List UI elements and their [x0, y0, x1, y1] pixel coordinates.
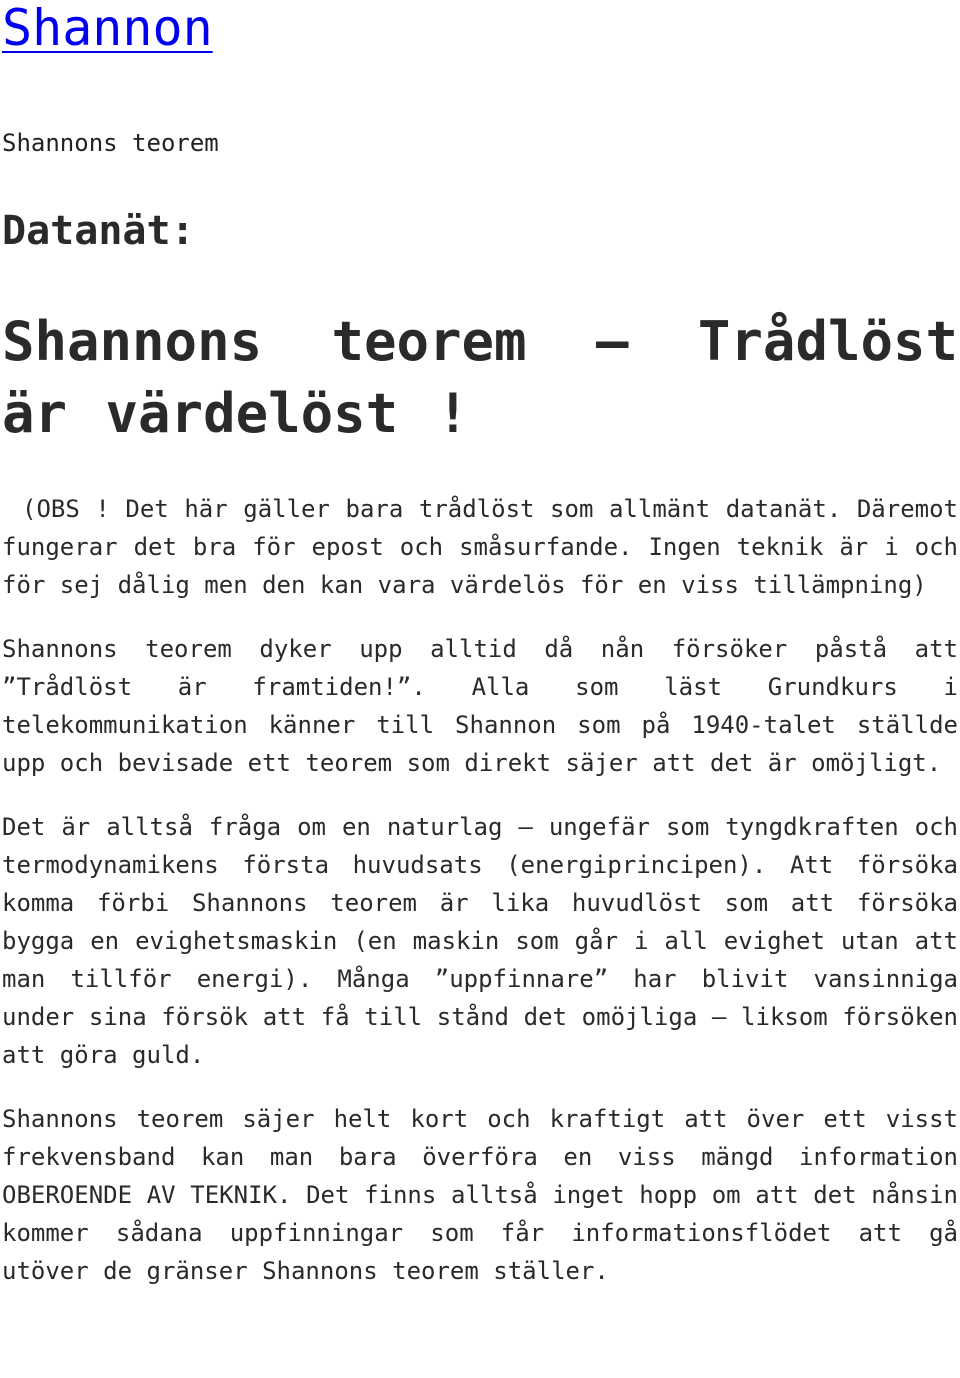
article-paragraph-1-text: (OBS ! Det här gäller bara trådlöst som allmänt datanät. Däremot fungerar det bra för epost och småsurfande. Ingen teknik är i och för sej dålig men den kan vara värdelös för en viss tillämpning)	[2, 495, 958, 599]
article-paragraph-3: Det är alltså fråga om en naturlag – ungefär som tyngdkraften och termodynamikens första huvudsats (energiprincipen). Att försöka komma förbi Shannons teorem är lika huvudlöst som att försöka bygga en evighetsmaskin (en maskin som går i all evighet utan att man tillför energi). Många ”uppfinnare” har blivit vansinniga under sina försök att få till stånd det omöjliga – liksom försöken att göra guld.	[2, 813, 958, 1069]
site-title	[2, 0, 958, 56]
article-paragraph-4: Shannons teorem säjer helt kort och kraftigt att över ett visst frekvensband kan man bara överföra en viss mängd information OBEROENDE AV TEKNIK. Det finns alltså inget hopp om att det nånsin kommer sådana uppfinningar som får informationsflödet att gå utöver de gränser Shannons teorem ställer.	[2, 1105, 958, 1285]
post-link-text: Shannons teorem	[2, 129, 219, 157]
category-heading: Datanät:	[2, 208, 195, 254]
article-title: Shannons teorem – Trådlöst är värdelöst !	[2, 310, 958, 445]
site-title-link[interactable]: Shannon	[2, 0, 213, 57]
article-paragraph-1	[2, 490, 958, 604]
article-paragraph-2: Shannons teorem dyker upp alltid då nån försöker påstå att ”Trådlöst är framtiden!”. Alla som läst Grundkurs i telekommunikation känner till Shannon som på 1940-talet ställde upp och bevisade ett teorem som direkt säjer att det är omöjligt.	[2, 635, 958, 777]
